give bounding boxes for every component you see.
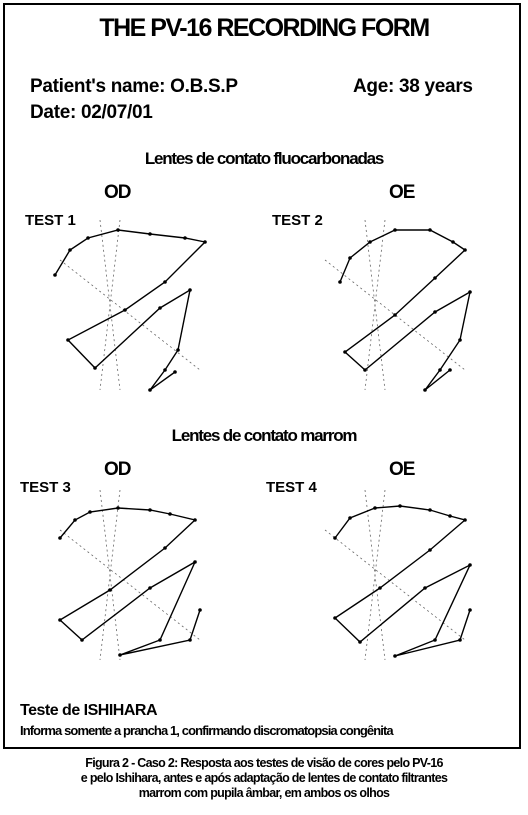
cap-point (343, 350, 347, 354)
cap-point (463, 248, 467, 252)
cap-point (198, 608, 202, 612)
cap-point (116, 506, 120, 510)
cap-point (423, 586, 427, 590)
cap-point (66, 338, 70, 342)
exam-date: Date: 02/07/01 (30, 102, 153, 123)
cap-point (358, 640, 362, 644)
test-3-diagram (58, 490, 202, 660)
test-label-1: TEST 1 (25, 212, 76, 229)
caption-line-2: e pelo Ishihara, antes e após adaptação de lentes de contato filtrantes (80, 771, 448, 785)
cap-point (458, 338, 462, 342)
cap-point (203, 240, 207, 244)
cap-point (398, 504, 402, 508)
cap-point (393, 228, 397, 232)
eye-label-test4: OE (389, 459, 415, 480)
cap-point (158, 306, 162, 310)
cap-point (80, 638, 84, 642)
cap-point (73, 518, 77, 522)
cap-point (393, 654, 397, 658)
form-title: THE PV-16 RECORDING FORM (99, 14, 429, 42)
cap-point (433, 310, 437, 314)
reference-axis-3 (325, 530, 465, 640)
test-4-diagram (325, 490, 472, 660)
cap-point (168, 512, 172, 516)
test-2-diagram (325, 220, 472, 392)
cap-point (433, 276, 437, 280)
cap-point (448, 514, 452, 518)
cap-point (348, 256, 352, 260)
reference-axis-3 (60, 530, 200, 640)
cap-point (193, 518, 197, 522)
cap-point (423, 388, 427, 392)
eye-label-test2: OE (389, 182, 415, 203)
cap-point (333, 536, 337, 540)
cap-point (448, 368, 452, 372)
cap-point (468, 608, 472, 612)
cap-point (183, 236, 187, 240)
cap-point (163, 368, 167, 372)
ishihara-title: Teste de ISHIHARA (20, 702, 158, 719)
cap-point (86, 236, 90, 240)
cap-point (378, 586, 382, 590)
cap-point (58, 536, 62, 540)
cap-point (173, 370, 177, 374)
cap-point (158, 638, 162, 642)
test-label-2: TEST 2 (272, 212, 323, 229)
cap-point (333, 616, 337, 620)
cap-point (148, 388, 152, 392)
patient-name: Patient's name: O.B.S.P (30, 76, 238, 97)
cap-point (428, 228, 432, 232)
section-marrom: Lentes de contato marrom (171, 426, 357, 445)
cap-point (433, 638, 437, 642)
cap-point (188, 638, 192, 642)
cap-point (116, 228, 120, 232)
cap-point (451, 240, 455, 244)
cap-point (148, 232, 152, 236)
cap-point (428, 508, 432, 512)
cap-point (163, 280, 167, 284)
caption-line-3: marrom com pupila âmbar, em ambos os olhos (138, 786, 390, 800)
cap-sequence-line (55, 230, 205, 390)
cap-point (393, 313, 397, 317)
cap-point (338, 280, 342, 284)
section-fluocarbonadas: Lentes de contato fluocarbonadas (144, 149, 384, 168)
cap-point (68, 248, 72, 252)
cap-point (363, 368, 367, 372)
caption-line-1: Figura 2 - Caso 2: Resposta aos testes de visão de cores pelo PV-16 (85, 756, 443, 770)
cap-sequence-line (335, 506, 470, 656)
cap-point (88, 510, 92, 514)
cap-point (93, 366, 97, 370)
cap-point (348, 516, 352, 520)
cap-point (368, 240, 372, 244)
cap-point (53, 273, 57, 277)
eye-label-test3: OD (104, 459, 131, 480)
cap-point (438, 368, 442, 372)
cap-point (148, 508, 152, 512)
cap-point (58, 618, 62, 622)
cap-sequence-line (60, 508, 200, 655)
cap-point (123, 308, 127, 312)
cap-point (163, 546, 167, 550)
ishihara-note: Informa somente a prancha 1, confirmando discromatopsia congênita (20, 723, 393, 738)
cap-point (458, 638, 462, 642)
cap-point (148, 586, 152, 590)
test-label-3: TEST 3 (20, 479, 71, 496)
figure-caption (6, 756, 522, 801)
patient-age: Age: 38 years (353, 76, 473, 97)
cap-sequence-line (340, 230, 470, 390)
cap-point (108, 588, 112, 592)
cap-point (188, 288, 192, 292)
cap-point (468, 290, 472, 294)
cap-point (468, 563, 472, 567)
cap-point (118, 653, 122, 657)
cap-point (176, 348, 180, 352)
cap-point (428, 548, 432, 552)
test-1-diagram (53, 220, 207, 392)
cap-point (463, 518, 467, 522)
cap-point (193, 560, 197, 564)
cap-point (373, 506, 377, 510)
test-label-4: TEST 4 (266, 479, 317, 496)
eye-label-test1: OD (104, 182, 131, 203)
